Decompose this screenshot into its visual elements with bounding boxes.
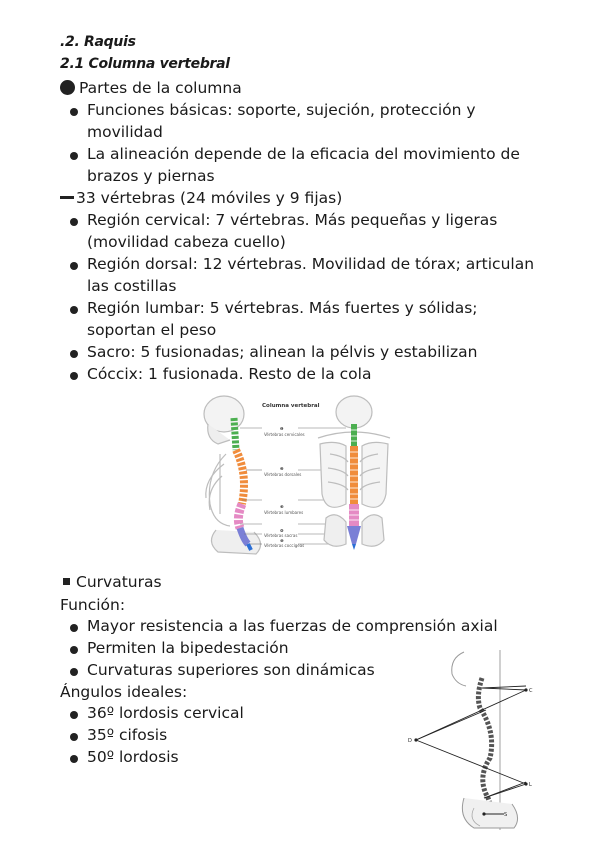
partes-title: Partes de la columna	[79, 79, 242, 97]
bullet-icon	[70, 733, 78, 741]
figure-label: Vértebras dorsales	[264, 472, 302, 477]
figure-title: Columna vertebral	[262, 403, 320, 409]
figure-number: ❸	[280, 504, 284, 509]
bullet-icon	[70, 755, 78, 763]
bullet-circle-icon	[60, 80, 75, 95]
vertebras-title: 33 vértebras (24 móviles y 9 fijas)	[76, 189, 343, 207]
curvaturas-title-line	[60, 571, 162, 593]
figure-number: ❹	[280, 528, 284, 533]
curvaturas-title: Curvaturas	[76, 573, 162, 591]
vertebras-title-line	[60, 187, 342, 209]
bullet-icon	[70, 624, 78, 632]
list-item: 50º lordosis	[87, 748, 179, 766]
list-item: Permiten la bipedestación	[87, 639, 289, 657]
figure-number: ❶	[280, 426, 284, 431]
bullet-icon	[70, 350, 78, 358]
label-d: D	[408, 738, 412, 744]
partes-title-line	[60, 77, 242, 99]
subsection-heading: 2.1 Columna vertebral	[60, 56, 230, 72]
list-item: Funciones básicas: soporte, sujeción, protección y movilidad	[87, 101, 476, 141]
figure-number: ❷	[280, 466, 284, 471]
list-item: Curvaturas superiores son dinámicas	[87, 661, 375, 679]
figure-label: Vértebras lumbares	[264, 510, 304, 515]
list-item: 35º cifosis	[87, 726, 168, 744]
bullet-icon	[70, 668, 78, 676]
list-item: Región dorsal: 12 vértebras. Movilidad de tórax; articulan las costillas	[87, 255, 535, 295]
bullet-icon	[70, 306, 78, 314]
bullet-icon	[70, 218, 78, 226]
spine-illustration	[196, 394, 400, 562]
label-l: L	[529, 782, 532, 788]
list-item: Sacro: 5 fusionadas; alinean la pélvis y estabilizan	[87, 343, 478, 361]
list-item: Región lumbar: 5 vértebras. Más fuertes y sólidas; soportan el peso	[87, 299, 478, 339]
bullet-icon	[70, 262, 78, 270]
list-item: La alineación depende de la eficacia del movimiento de brazos y piernas	[87, 145, 520, 185]
bullet-icon	[70, 711, 78, 719]
figure-number: ❺	[280, 538, 284, 543]
list-item: Región cervical: 7 vértebras. Más pequeñas y ligeras (movilidad cabeza cuello)	[87, 211, 498, 251]
bullet-icon	[70, 372, 78, 380]
list-item: Mayor resistencia a las fuerzas de comprensión axial	[87, 617, 498, 635]
angulos-label: Ángulos ideales:	[60, 683, 188, 701]
bullet-icon	[70, 152, 78, 160]
section-heading: .2. Raquis	[60, 34, 136, 50]
funcion-label: Función:	[60, 596, 126, 614]
figure-label: Vértebras sacras	[264, 533, 298, 538]
list-item: Cóccix: 1 fusionada. Resto de la cola	[87, 365, 372, 383]
label-s: S	[504, 812, 508, 818]
bullet-square-icon	[63, 578, 70, 585]
dash-icon	[60, 196, 74, 199]
curvature-angles-diagram	[404, 648, 544, 832]
figure-label: Vértebras coccígeas	[264, 543, 305, 548]
label-c: C	[529, 688, 533, 694]
figure-label: Vértebras cervicales	[264, 432, 305, 437]
bullet-icon	[70, 108, 78, 116]
list-item: 36º lordosis cervical	[87, 704, 244, 722]
bullet-icon	[70, 646, 78, 654]
